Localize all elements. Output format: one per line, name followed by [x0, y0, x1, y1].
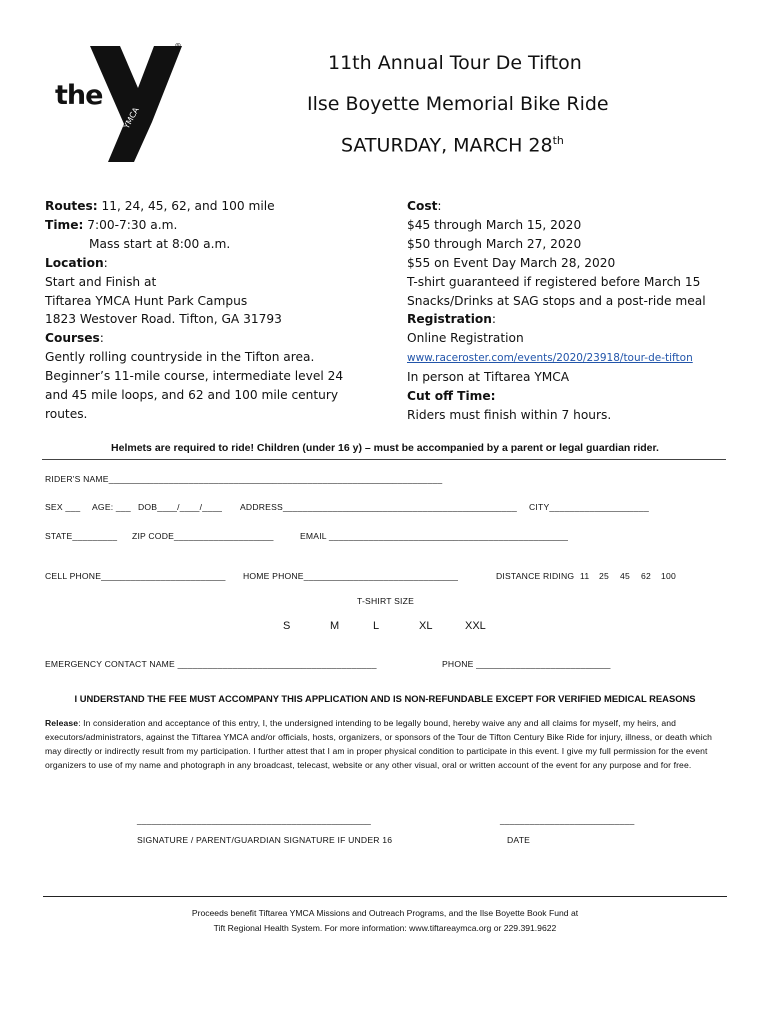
ymca-logo — [50, 44, 185, 164]
size-option[interactable]: XXL — [465, 620, 486, 632]
state-field[interactable]: STATE_________ — [45, 531, 118, 541]
size-option[interactable]: M — [330, 620, 340, 632]
distance-option[interactable]: 11 — [580, 571, 590, 581]
distance-option[interactable]: 62 — [641, 571, 651, 581]
size-option[interactable]: L — [373, 620, 380, 632]
riders-name-field[interactable]: RIDER'S NAME___________________________________________________________________ — [45, 474, 443, 484]
release-text: Release: In consideration and acceptance of this entry, I, the undersigned intending to be legally bound, hereby waive any and all claims for myself, my heirs, and executors/administrators, against the Tiftarea YMCA and/or officials, hosts, organizers, or sponsors of the Tour de Tifton Century Bike Ride for injury, illness, or death which may directly or indirectly result from my participation. I further attest that I am in proper physical condition to participate in this event. I give my full permission for the event organizers to use of my name and photograph in any broadcast, telecast, website or any other visual, oral or written account of the event for any purpose and for free. — [45, 718, 713, 770]
tshirt-size-label: T-SHIRT SIZE — [357, 596, 414, 606]
emergency-phone-field[interactable]: PHONE ___________________________ — [442, 659, 611, 669]
footer-line-1: Proceeds benefit Tiftarea YMCA Missions and Outreach Programs, and the Ilse Boyette Book Fund at — [191, 908, 579, 918]
emergency-contact-field[interactable]: EMERGENCY CONTACT NAME ________________________________________ — [45, 659, 377, 669]
address-field[interactable]: ADDRESS_______________________________________________ — [240, 502, 517, 512]
dob-field[interactable]: DOB____/____/____ — [138, 502, 223, 512]
logo-the-text: the — [55, 80, 103, 111]
distance-riding-label: DISTANCE RIDING — [496, 571, 575, 581]
event-details-right: Cost: $45 through March 15, 2020 $50 through March 27, 2020 $55 on Event Day March 28, 2020 T-shirt guaranteed if registered before March 15 Snacks/Drinks at SAG stops and a post-ride meal Registration: Online Registration www.raceroster.com/events/2020/23918/tour-de-tifton In person at Tiftarea YMCA Cut off Time: Riders must finish within 7 hours. — [407, 199, 706, 422]
distance-option[interactable]: 45 — [620, 571, 630, 581]
registration-link[interactable]: www.raceroster.com/events/2020/23918/tour-de-tifton — [407, 352, 693, 365]
footer-line-2: Tift Regional Health System. For more information: www.tiftareaymca.org or 229.391.9622 — [213, 923, 557, 933]
size-option[interactable]: XL — [419, 620, 433, 632]
fee-notice: I UNDERSTAND THE FEE MUST ACCOMPANY THIS APPLICATION AND IS NON-REFUNDABLE EXCEPT FOR VERIFIED MEDICAL REASONS — [74, 693, 696, 704]
home-phone-field[interactable]: HOME PHONE_______________________________ — [243, 571, 459, 581]
distance-option[interactable]: 100 — [661, 571, 676, 581]
signature-label: SIGNATURE / PARENT/GUARDIAN SIGNATURE IF UNDER 16 — [137, 835, 393, 845]
event-title: 11th Annual Tour De Tifton — [328, 52, 582, 74]
helmet-notice: Helmets are required to ride! Children (under 16 y) – must be accompanied by a parent or legal guardian rider. — [111, 442, 659, 454]
divider-bottom — [43, 896, 727, 897]
age-field[interactable]: AGE: ___ — [92, 502, 131, 512]
size-option[interactable]: S — [283, 620, 291, 632]
signature-line[interactable]: _______________________________________________ — [137, 815, 372, 825]
logo-registered-mark: ® — [174, 42, 182, 51]
event-subtitle: Ilse Boyette Memorial Bike Ride — [307, 93, 609, 115]
email-field[interactable]: EMAIL ________________________________________________ — [300, 531, 569, 541]
logo-ymca-text: YMCA — [122, 105, 141, 131]
date-line[interactable]: ___________________________ — [500, 815, 635, 825]
zip-field[interactable]: ZIP CODE____________________ — [132, 531, 274, 541]
event-details-left: Routes: 11, 24, 45, 62, and 100 mile Time: 7:00-7:30 a.m. Mass start at 8:00 a.m. Location: Start and Finish at Tiftarea YMCA Hunt Park Campus 1823 Westover Road. Tifton, GA 31793 Courses: Gently rolling countryside in the Tifton area. Beginner’s 11-mile course, intermediate level 24 and 45 mile loops, and 62 and 100 mile century routes. — [45, 199, 344, 421]
distance-option[interactable]: 25 — [599, 571, 609, 581]
city-field[interactable]: CITY____________________ — [529, 502, 649, 512]
divider-top — [42, 459, 726, 460]
date-label: DATE — [507, 835, 531, 845]
cell-phone-field[interactable]: CELL PHONE_________________________ — [45, 571, 226, 581]
event-date: SATURDAY, MARCH 28th — [341, 134, 564, 157]
sex-field[interactable]: SEX ___ — [45, 502, 81, 512]
